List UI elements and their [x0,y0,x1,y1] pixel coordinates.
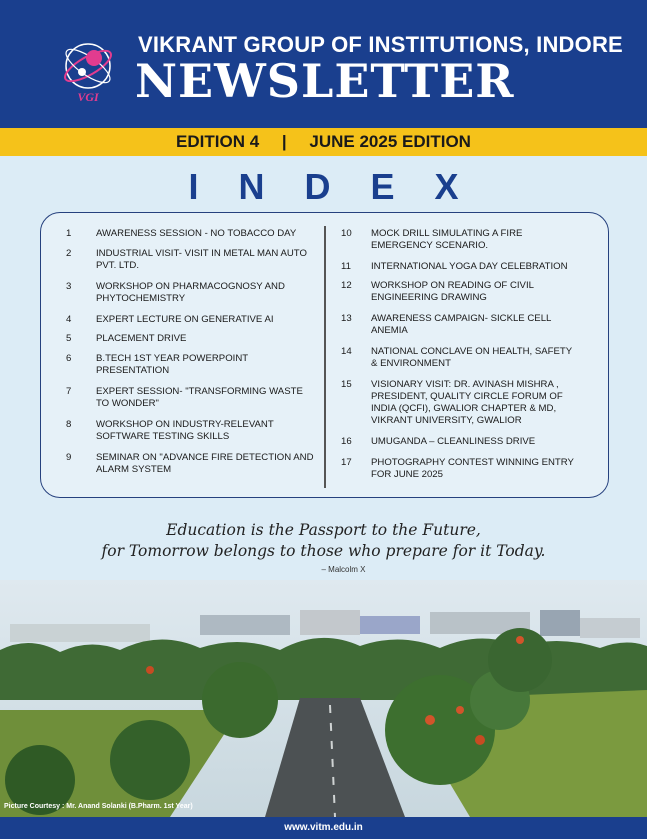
entry-text: SEMINAR ON "ADVANCE FIRE DETECTION AND ALARM SYSTEM [96,452,314,475]
campus-photo [0,580,647,817]
entry-number: 11 [341,261,351,272]
index-entry [66,228,326,242]
entry-number: 3 [66,281,72,292]
vgi-logo [52,36,124,106]
svg-text:VGI: VGI [77,90,99,104]
entry-text: VISIONARY VISIT: DR. AVINASH MISHRA , PRESIDENT, QUALITY CIRCLE FORUM OF INDIA (QCFI), GWALIOR CHAPTER & MD, VIKRANT UNIVERSITY, GWALIOR [371,379,563,426]
entry-text: AWARENESS CAMPAIGN- SICKLE CELL ANEMIA [371,313,552,336]
entry-text: EXPERT SESSION- "TRANSFORMING WASTE TO WONDER" [96,386,303,409]
entry-text: B.TECH 1ST YEAR POWERPOINT PRESENTATION [96,353,248,376]
entry-number: 16 [341,436,352,447]
entry-text: INDUSTRIAL VISIT- VISIT IN METAL MAN AUTO PVT. LTD. [96,248,307,271]
index-entry [66,333,326,347]
website-link[interactable]: www.vitm.edu.in [284,822,363,833]
entry-text: PHOTOGRAPHY CONTEST WINNING ENTRY FOR JUNE 2025 [371,457,574,480]
index-entry [341,436,591,450]
entry-number: 15 [341,379,352,390]
entry-number: 2 [66,248,72,259]
edition-month: JUNE 2025 EDITION [309,132,471,151]
quote [0,520,647,562]
edition-bar [0,128,647,156]
entry-number: 12 [341,280,352,291]
index-heading: INDEX [188,166,499,207]
index-entry [341,457,591,483]
entry-number: 14 [341,346,352,357]
newsletter-title: NEWSLETTER [135,54,515,108]
index-entry [66,386,326,412]
index-entry [66,248,326,274]
header-banner [0,0,647,128]
entry-text: EXPERT LECTURE ON GENERATIVE AI [96,314,274,325]
entry-text: AWARENESS SESSION - NO TOBACCO DAY [96,228,297,239]
index-entry [66,314,326,328]
photo-credit: Picture Courtesy : Mr. Anand Solanki (B.Pharm. 1st Year) [4,803,193,810]
entry-number: 17 [341,457,352,468]
index-entry [341,280,591,306]
entry-number: 8 [66,419,72,430]
entry-text: WORKSHOP ON INDUSTRY-RELEVANT SOFTWARE TESTING SKILLS [96,419,274,442]
entry-number: 13 [341,313,352,324]
quote-author: – Malcolm X [321,565,366,574]
entry-number: 7 [66,386,72,397]
index-entry [66,281,326,307]
entry-text: INTERNATIONAL YOGA DAY CELEBRATION [371,261,568,272]
index-entry [341,313,591,339]
footer-bar [0,817,647,839]
edition-separator: | [281,132,287,151]
entry-text: WORKSHOP ON PHARMACOGNOSY AND PHYTOCHEMISTRY [96,281,285,304]
entry-text: NATIONAL CONCLAVE ON HEALTH, SAFETY & ENVIRONMENT [371,346,572,369]
entry-number: 10 [341,228,352,239]
entry-number: 9 [66,452,72,463]
index-entry [66,353,326,379]
entry-number: 1 [66,228,72,239]
entry-number: 5 [66,333,72,344]
entry-text: UMUGANDA – CLEANLINESS DRIVE [371,436,536,447]
index-entry [341,261,591,275]
entry-number: 6 [66,353,72,364]
entry-text: WORKSHOP ON READING OF CIVIL ENGINEERING DRAWING [371,280,534,303]
index-entry [341,346,591,372]
edition-number: EDITION 4 [176,132,260,151]
institution-name: VIKRANT GROUP OF INSTITUTIONS, INDORE [138,32,623,57]
index-entry [66,419,326,445]
entry-text: MOCK DRILL SIMULATING A FIRE EMERGENCY SCENARIO. [371,228,523,251]
entry-text: PLACEMENT DRIVE [96,333,187,344]
entry-number: 4 [66,314,72,325]
quote-line-1: Education is the Passport to the Future, [166,521,481,539]
index-entry [341,228,591,254]
index-entry [341,379,591,429]
index-entry [66,452,326,478]
quote-line-2: for Tomorrow belongs to those who prepare for it Today. [101,542,546,560]
